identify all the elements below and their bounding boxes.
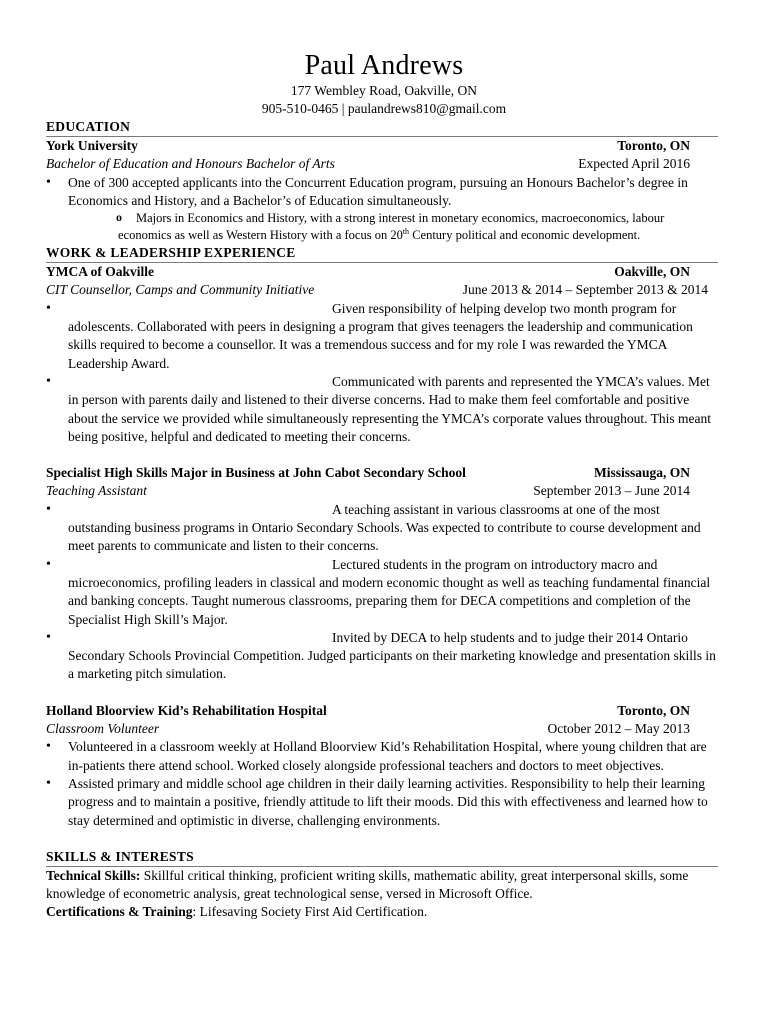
job-entry-holland-bloorview — [46, 702, 718, 830]
candidate-name: Paul Andrews — [304, 50, 464, 81]
resume-body — [46, 118, 718, 922]
school-location: Toronto, ON — [617, 138, 690, 153]
list-item: • One of 300 accepted applicants into the Concurrent Education program, pursuing an Honours Bachelor’s degree in Economics and History, and a Bachelor’s of Education simultaneously. — [46, 174, 718, 211]
list-item: • Given responsibility of helping develop two month program for adolescents. Collaborated with peers in designing a program that gives teenagers the leadership and communication skills required to become a counsellor. It was a tremendous success and for my role I was rewarded the YMCA Leadership Award. — [46, 300, 718, 373]
sub-bullet-line-1: Majors in Economics and History, with a strong interest in monetary economics, macroeconomics, labour — [136, 211, 665, 226]
technical-skills — [46, 867, 718, 904]
degree-row — [46, 155, 718, 173]
job-org: YMCA of Oakville — [46, 264, 154, 280]
job-role: CIT Counsellor, Camps and Community Initiative — [46, 282, 315, 298]
certifications — [46, 903, 718, 921]
job-location: Toronto, ON — [617, 702, 690, 718]
job-date: September 2013 – June 2014 — [533, 483, 690, 499]
job-org: Specialist High Skills Major in Business at John Cabot Secondary School — [46, 465, 466, 481]
job-role: Classroom Volunteer — [46, 721, 160, 737]
list-item: • Assisted primary and middle school age children in their daily learning activities. Responsibility to help their learning progress and to maintain a positive, friendly attitude to lift their moods. Did this with effectiveness and learned how to stay determined and optimistic in diverse, challenging environments. — [46, 775, 718, 830]
technical-skills-text: Skillful critical thinking, proficient writing skills, mathematic ability, great interpersonal skills, some knowledge of econometric analysis, great technological sense, versed in Microsoft Office. — [46, 867, 689, 902]
sub-bullet-line-2: economics as well as Western History with a focus on 20th Century political and economic development. — [118, 227, 641, 243]
degree-title: Bachelor of Education and Honours Bachelor of Arts — [46, 156, 335, 172]
job-location: Oakville, ON — [614, 264, 690, 280]
technical-skills-label: Technical Skills: — [46, 867, 141, 883]
section-title-education: EDUCATION — [46, 118, 718, 137]
education-sub-bullet — [46, 210, 718, 244]
school-name: York University — [46, 138, 138, 153]
job-role: Teaching Assistant — [46, 483, 147, 499]
education-bullets — [46, 174, 718, 211]
job-entry-john-cabot — [46, 464, 718, 684]
job-date: June 2013 & 2014 – September 2013 & 2014 — [462, 282, 708, 298]
certifications-label: Certifications & Training — [46, 904, 193, 920]
resume-header — [0, 0, 768, 118]
list-item: • Communicated with parents and represented the YMCA’s values. Met in person with parents daily and listened to their diverse concerns. Had to make them feel comfortable and positive about the service we provided while simultaneously representing the YMCA’s corporate values throughout. This meant being positive, helpful and dedicated to meeting their concerns. — [46, 373, 718, 446]
education-entry-header — [46, 137, 718, 155]
job-org: Holland Bloorview Kid’s Rehabilitation Hospital — [46, 702, 327, 718]
job-date: October 2012 – May 2013 — [547, 721, 690, 737]
address: 177 Wembley Road, Oakville, ON — [290, 83, 478, 98]
list-item: • Invited by DECA to help students and to judge their 2014 Ontario Secondary Schools Provincial Competition. Judged participants on their marketing knowledge and presentation skills in a marketing pitch simulation. — [46, 629, 718, 684]
job-location: Mississauga, ON — [593, 465, 690, 481]
list-item: • Lectured students in the program on introductory macro and microeconomics, profiling leaders in classical and modern economic thought as well as teaching fundamental financial and banking concepts. Taught numerous classrooms, preparing them for DECA competitions and completion of the Specialist High Skill’s Major. — [46, 556, 718, 629]
contact-info: 905-510-0465 | paulandrews810@gmail.com — [261, 101, 507, 116]
section-title-experience: WORK & LEADERSHIP EXPERIENCE — [46, 244, 718, 263]
job-entry-ymca — [46, 263, 718, 446]
list-item: • Volunteered in a classroom weekly at Holland Bloorview Kid’s Rehabilitation Hospital, where young children that are in-patients there attend school. Worked closely alongside professional teachers and doctors to meet objectives. — [46, 738, 718, 775]
section-title-skills: SKILLS & INTERESTS — [46, 848, 718, 867]
certifications-text: : Lifesaving Society First Aid Certification. — [192, 904, 428, 920]
degree-date: Expected April 2016 — [578, 156, 690, 172]
list-item: • A teaching assistant in various classrooms at one of the most outstanding business programs in Ontario Secondary Schools. Was expected to contribute to course development and meet parents to communicate and listen to their concerns. — [46, 501, 718, 556]
